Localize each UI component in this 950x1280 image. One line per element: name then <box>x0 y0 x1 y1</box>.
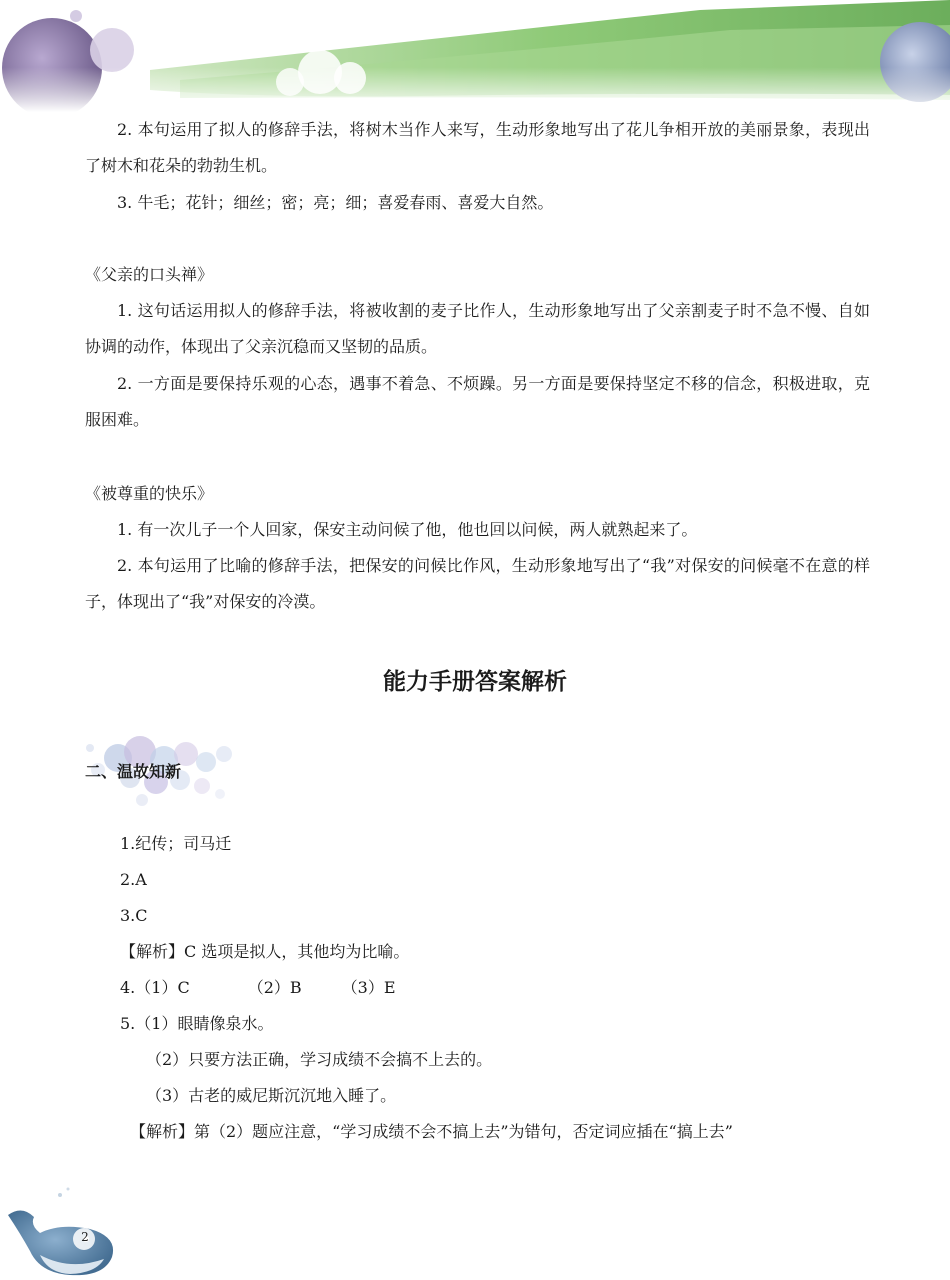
answer-line: 2.A <box>120 870 147 889</box>
answer-line: 1.纪传；司马迁 <box>120 834 232 853</box>
answer-paragraph: 3. 牛毛；花针；细丝；密；亮；细；喜爱春雨、喜爱大自然。 <box>117 193 554 212</box>
answer-line: 5.（1）眼睛像泉水。 <box>120 1014 274 1033</box>
section-title: 能力手册答案解析 <box>383 669 567 695</box>
answer-paragraph: 2. 一方面是要保持乐观的心态，遇事不着急、不烦躁。另一方面是要保持坚定不移的信念，积极进取，克服困难。 <box>85 374 870 429</box>
answer-paragraph: 2. 本句运用了拟人的修辞手法，将树木当作人来写，生动形象地写出了花儿争相开放的美丽景象，表现出了树木和花朵的勃勃生机。 <box>85 120 870 175</box>
analysis-note: 【解析】第（2）题应注意，“学习成绩不会不搞上去”为错句，否定词应插在“搞上去” <box>130 1122 733 1141</box>
passage-title: 《被尊重的快乐》 <box>85 484 214 503</box>
subsection-title: 二、温故知新 <box>85 762 182 781</box>
analysis-note: 【解析】C 选项是拟人，其他均为比喻。 <box>120 942 410 961</box>
answer-paragraph: 1. 这句话运用拟人的修辞手法，将被收割的麦子比作人，生动形象地写出了父亲割麦子时不急不慢、自如协调的动作，体现出了父亲沉稳而又坚韧的品质。 <box>85 301 870 356</box>
whale-icon <box>0 1185 130 1280</box>
answer-line <box>120 970 396 1006</box>
answer-line: 3.C <box>120 906 148 925</box>
passage-title: 《父亲的口头禅》 <box>85 265 214 284</box>
answer-line: （3）古老的威尼斯沉沉地入睡了。 <box>146 1086 397 1105</box>
answer-part: （3）E <box>341 978 396 997</box>
answer-line: （2）只要方法正确，学习成绩不会搞不上去的。 <box>146 1050 493 1069</box>
answer-part: （2）B <box>247 978 302 997</box>
landscape-banner-icon <box>0 0 950 112</box>
answer-paragraph: 2. 本句运用了比喻的修辞手法，把保安的问候比作风，生动形象地写出了“我”对保安的问候毫不在意的样子，体现出了“我”对保安的冷漠。 <box>85 556 870 611</box>
answer-part: 4.（1）C <box>120 978 190 997</box>
page-number: 2 <box>81 1230 89 1244</box>
answer-paragraph: 1. 有一次儿子一个人回家，保安主动问候了他，他也回以问候，两人就熟起来了。 <box>117 520 698 539</box>
